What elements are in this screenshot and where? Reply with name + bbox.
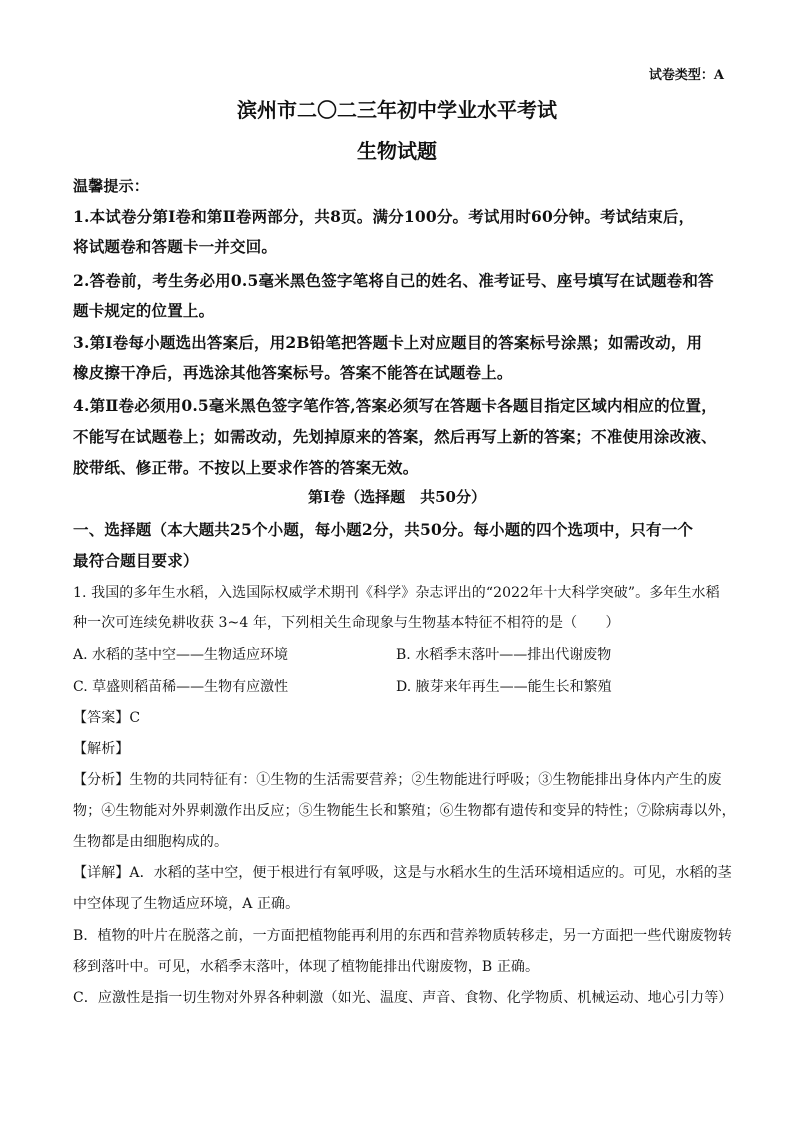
exam-type-label: 试卷类型：A — [648, 68, 724, 83]
explanation-line: 【详解】A．水稻的茎中空，便于根进行有氧呼吸，这是与水稻水生的生活环境相适应的。可见，水稻的茎 — [73, 865, 732, 881]
question-1-stem-line: 1. 我国的多年生水稻，入选国际权威学术期刊《科学》杂志评出的“2022年十大科学突破”。多年生水稻 — [73, 585, 720, 601]
part-heading-line: 最符合题目要求） — [73, 551, 199, 570]
notice-line: 3.第Ⅰ卷每小题选出答案后，用2B铅笔把答题卡上对应题目的答案标号涂黑；如需改动，用 — [73, 333, 703, 352]
analysis-label: 【解析】 — [73, 741, 130, 757]
explanation-line: 生物都是由细胞构成的。 — [73, 834, 229, 850]
exam-subtitle: 生物试题 — [357, 139, 437, 163]
notice-line: 不能写在试题卷上；如需改动，先划掉原来的答案，然后再写上新的答案；不准使用涂改液、 — [73, 427, 717, 446]
notice-line: 橡皮擦干净后，再选涂其他答案标号。答案不能答在试题卷上。 — [73, 363, 513, 382]
explanation-line: 物；④生物能对外界刺激作出反应；⑤生物能生长和繁殖；⑥生物都有遗传和变异的特性；⑦除病毒以外， — [73, 803, 736, 819]
option-b: B. 水稻季末落叶——排出代谢废物 — [396, 647, 612, 663]
part-heading-line: 一、选择题（本大题共25个小题，每小题2分，共50分。每小题的四个选项中，只有一个 — [73, 520, 694, 539]
answer-label: 【答案】C — [73, 710, 141, 726]
option-d: D. 腋芽来年再生——能生长和繁殖 — [396, 679, 612, 695]
explanation-line: 中空体现了生物适应环境，A 正确。 — [73, 896, 300, 912]
option-a: A. 水稻的茎中空——生物适应环境 — [73, 647, 289, 663]
notice-heading: 温馨提示： — [73, 177, 150, 195]
section-title: 第Ⅰ卷（选择题 共50分） — [308, 488, 486, 506]
notice-line: 1.本试卷分第Ⅰ卷和第Ⅱ卷两部分，共8页。满分100分。考试用时60分钟。考试结束后， — [73, 207, 695, 226]
explanation-line: C．应激性是指一切生物对外界各种刺激（如光、温度、声音、食物、化学物质、机械运动、地心引力等） — [73, 990, 733, 1006]
explanation-line: 【分析】生物的共同特征有：①生物的生活需要营养；②生物能进行呼吸；③生物能排出身体内产生的废 — [73, 772, 722, 788]
exam-title: 滨州市二〇二三年初中学业水平考试 — [237, 98, 557, 122]
explanation-line: 移到落叶中。可见，水稻季末落叶，体现了植物能排出代谢废物，B 正确。 — [73, 959, 540, 975]
explanation-line: B．植物的叶片在脱落之前，一方面把植物能再利用的东西和营养物质转移走，另一方面把一些代谢废物转 — [73, 928, 732, 944]
notice-line: 将试题卷和答题卡一并交回。 — [73, 237, 278, 256]
notice-line: 胶带纸、修正带。不按以上要求作答的答案无效。 — [73, 458, 419, 477]
question-1-stem-line: 种一次可连续免耕收获 3~4 年，下列相关生命现象与生物基本特征不相符的是（ ） — [73, 615, 620, 631]
notice-line: 4.第Ⅱ卷必须用0.5毫米黑色签字笔作答,答案必须写在答题卡各题目指定区域内相应的位置， — [73, 396, 717, 415]
option-c: C. 草盛则稻苗稀——生物有应激性 — [73, 679, 289, 695]
notice-line: 题卡规定的位置上。 — [73, 301, 215, 320]
notice-line: 2.答卷前，考生务必用0.5毫米黑色签字笔将自己的姓名、准考证号、座号填写在试题卷和答 — [73, 271, 714, 290]
